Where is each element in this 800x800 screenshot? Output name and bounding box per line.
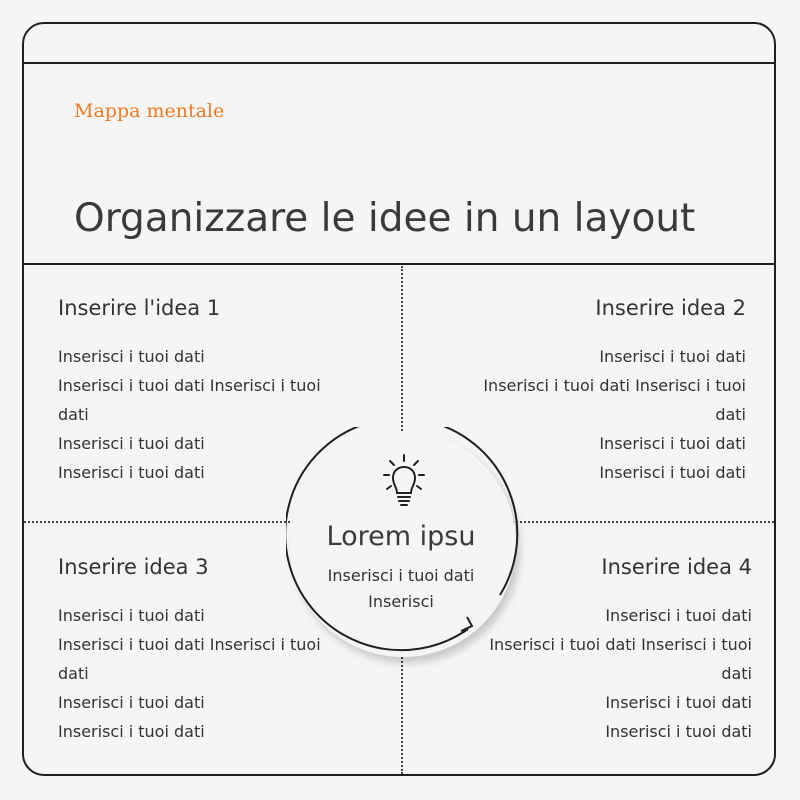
page-title: Organizzare le idee in un layout [74, 196, 696, 242]
idea-3-title: Inserire idea 3 [58, 555, 209, 579]
idea-4-title: Inserire idea 4 [601, 555, 752, 579]
idea-1-title: Inserire l'idea 1 [58, 296, 221, 320]
idea-2-line: Inserisci i tuoi dati [599, 347, 746, 366]
idea-2-title: Inserire idea 2 [595, 296, 746, 320]
header-divider [24, 263, 774, 265]
idea-3-line: Inserisci i tuoi dati [58, 606, 205, 625]
idea-3-line: Inserisci i tuoi dati [58, 693, 205, 712]
idea-2-line: Inserisci i tuoi dati Inserisci i tuoi dati [483, 376, 746, 424]
central-title: Lorem ipsu [326, 521, 476, 552]
idea-3-line: Inserisci i tuoi dati [58, 722, 205, 741]
idea-4-line: Inserisci i tuoi dati [605, 722, 752, 741]
idea-1-line: Inserisci i tuoi dati [58, 434, 205, 453]
idea-1-line: Inserisci i tuoi dati [58, 347, 205, 366]
idea-2-line: Inserisci i tuoi dati [599, 434, 746, 453]
idea-4-line: Inserisci i tuoi dati [605, 606, 752, 625]
subtitle: Mappa mentale [74, 100, 225, 122]
idea-1-line: Inserisci i tuoi dati Inserisci i tuoi dati [58, 376, 321, 424]
lightbulb-icon [382, 453, 426, 509]
central-text: Inserisci i tuoi dati Inserisci [327, 566, 475, 611]
idea-3-line: Inserisci i tuoi dati Inserisci i tuoi dati [58, 635, 321, 683]
idea-1-line: Inserisci i tuoi dati [58, 463, 205, 482]
central-node [286, 427, 526, 667]
top-rule [24, 62, 774, 64]
idea-2-line: Inserisci i tuoi dati [599, 463, 746, 482]
mind-map-card [22, 22, 776, 776]
idea-4-line: Inserisci i tuoi dati [605, 693, 752, 712]
idea-4-line: Inserisci i tuoi dati Inserisci i tuoi dati [489, 635, 752, 683]
